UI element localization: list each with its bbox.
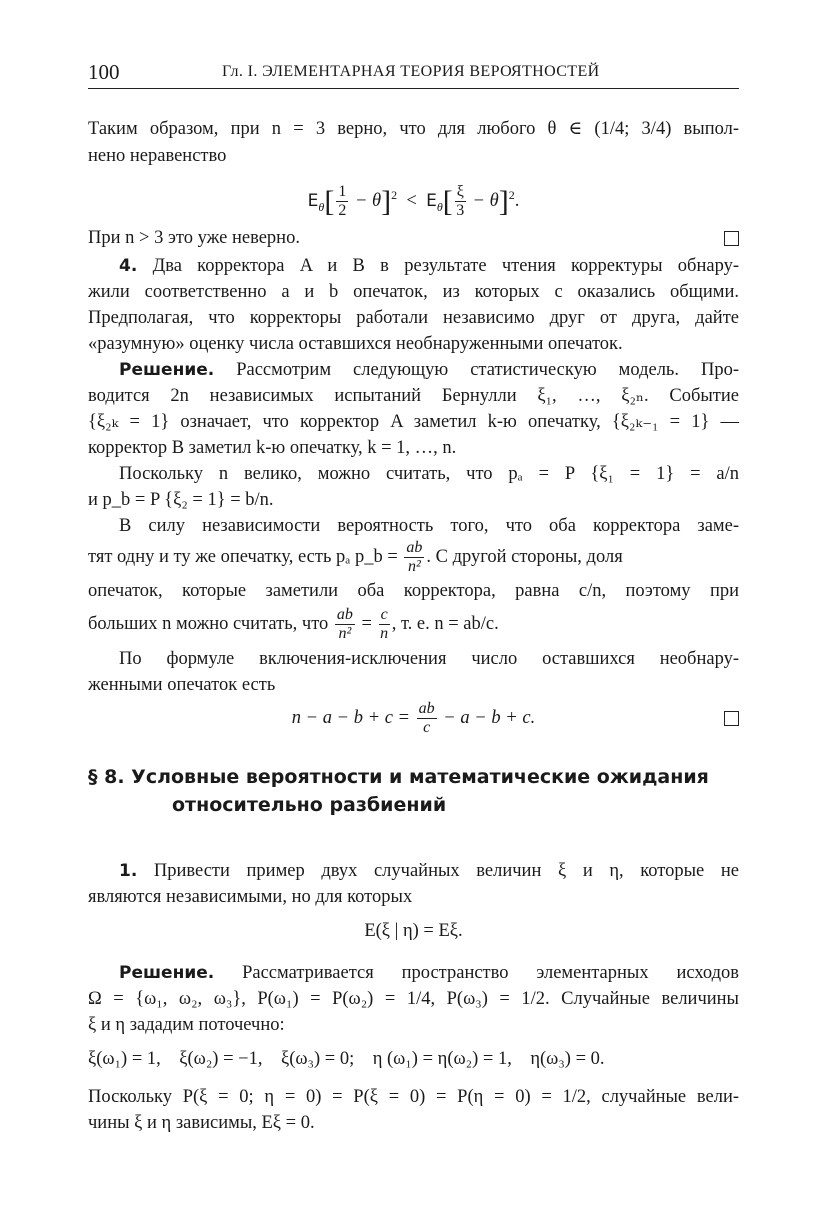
text-line: «разумную» оценку числа оставшихся необнаруженными опечаток. xyxy=(88,334,623,354)
section-title: § 8. Условные вероятности и математические ожидания xyxy=(88,766,709,788)
text-line: {ξ₂ₖ = 1} означает, что корректор A заметил k-ю опечатку, {ξ₂ₖ₋₁ = 1} — xyxy=(88,412,739,432)
fraction: $\frac{ab}{c}$ xyxy=(418,700,435,737)
text-line: ξ и η зададим поточечно: xyxy=(88,1015,285,1035)
page-header xyxy=(88,58,739,89)
text-line: нено неравенство xyxy=(88,146,227,166)
solution-first-line: Решение. Рассмотрим следующую статистическую модель. Про- xyxy=(119,360,740,380)
problem-1-first-line: 1. Привести пример двух случайных величин ξ и η, которые не xyxy=(119,861,739,881)
text-line: Ω = {ω₁, ω₂, ω₃}, P(ω₁) = P(ω₂) = 1/4, P(ω₃) = 1/2. Случайные величины xyxy=(88,989,739,1009)
text-line: женными опечаток есть xyxy=(88,675,276,695)
fraction: $\frac{\xi}{3}$ xyxy=(456,183,465,220)
fraction: $\frac{1}{2}$ xyxy=(338,183,347,220)
text-line: жили соответственно a и b опечаток, из которых c оказались общими. xyxy=(88,282,739,302)
conditional-expectation-formula: E(ξ | η) = Eξ. xyxy=(364,921,463,941)
section-title-cont: относительно разбиений xyxy=(172,794,447,816)
text-line: Поскольку P(ξ = 0; η = 0) = P(ξ = 0) = P(η = 0) = 1/2, случайные вели- xyxy=(88,1087,739,1107)
text-line-with-fraction: тят одну и ту же опечатку, есть pₐ p_b = $\frac{ab}{\text{n²}}$ . С другой стороны, доля xyxy=(88,539,623,576)
problem-4-first-line: 4. Два корректора A и B в результате чтения корректуры обнару- xyxy=(119,256,739,276)
text-line: При n > 3 это уже неверно. xyxy=(88,228,300,248)
fraction: $\frac{c}{n}$ xyxy=(380,606,389,643)
text-line: чины ξ и η зависимы, Eξ = 0. xyxy=(88,1113,315,1133)
text-line: Поскольку n велико, можно считать, что pₐ = P {ξ₁ = 1} = a/n xyxy=(119,464,739,484)
page-number: 100 xyxy=(88,60,120,84)
text-line: Таким образом, при n = 3 верно, что для любого θ ∈ (1/4; 3/4) выпол- xyxy=(88,119,739,139)
qed-square-icon xyxy=(724,711,739,726)
fraction: $\frac{ab}{\text{n²}}$ xyxy=(406,539,423,576)
text-line: и p_b = P {ξ₂ = 1} = b/n. xyxy=(88,490,274,510)
text-line: Предполагая, что корректоры работали независимо друг от друга, дайте xyxy=(88,308,739,328)
text-line: являются независимыми, но для которых xyxy=(88,887,413,907)
text-line: корректор B заметил k-ю опечатку, k = 1, …, n. xyxy=(88,438,457,458)
text-line: опечаток, которые заметили оба корректора, равна c/n, поэтому при xyxy=(88,581,739,601)
qed-square-icon xyxy=(724,231,739,246)
text-line: водится 2n независимых испытаний Бернулли ξ₁, …, ξ₂ₙ. Событие xyxy=(88,386,739,406)
text-line: По формуле включения-исключения число оставшихся необнару- xyxy=(119,649,739,669)
running-head: Гл. I. ЭЛЕМЕНТАРНАЯ ТЕОРИЯ ВЕРОЯТНОСТЕЙ xyxy=(222,63,600,80)
inclusion-exclusion-formula: n − a − b + c = $\frac{ab}{c}$ − a − b + c. xyxy=(291,700,536,737)
fraction: $\frac{ab}{\text{n²}}$ xyxy=(336,606,353,643)
text-line-with-fraction: больших n можно считать, что $\frac{ab}{\text{n²}}$ = $\frac{c}{n}$ , т. е. n = ab/c. xyxy=(88,606,499,643)
pointwise-definition: ξ(ω₁) = 1, ξ(ω₂) = −1, ξ(ω₃) = 0; η (ω₁) = η(ω₂) = 1, η(ω₃) = 0. xyxy=(88,1049,605,1069)
inequality-formula: $E_\theta$[ $\frac{1}{2}$ − $\theta]^2 < E_\theta$[ $\frac{\xi}{3}$ − θ]$^2$. xyxy=(307,183,520,220)
solution-2-first-line: Решение. Рассматривается пространство элементарных исходов xyxy=(119,963,739,983)
text-line: В силу независимости вероятность того, что оба корректора заме- xyxy=(119,516,739,536)
